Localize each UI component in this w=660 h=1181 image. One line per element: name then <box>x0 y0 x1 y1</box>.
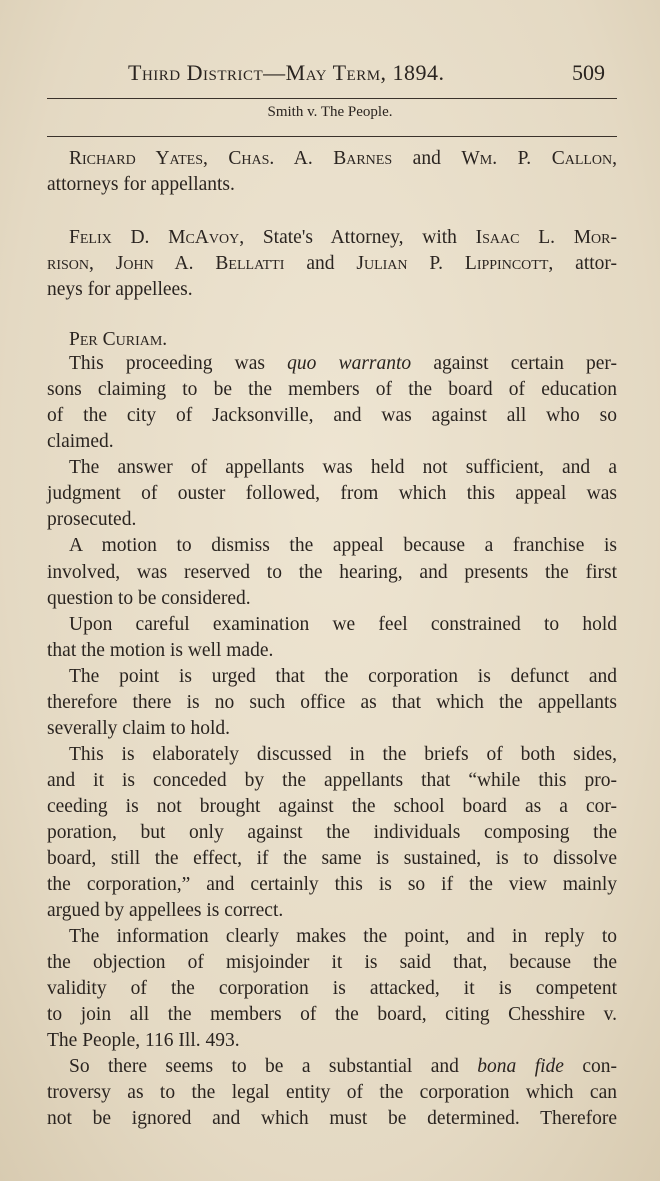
text-segment: So there seems to be a substantial and <box>69 1056 478 1077</box>
text-line <box>69 925 617 949</box>
name-smallcaps: Richard Yates, Chas. A. Barnes <box>69 148 393 169</box>
name-smallcaps: rison, John A. Bellatti <box>47 253 285 274</box>
text-segment: the corporation,” and certainly this is so if the view mainly <box>47 874 617 895</box>
text-segment: against certain per- <box>411 353 617 374</box>
header-rule-top <box>47 98 617 99</box>
name-smallcaps: Julian P. Lippincott, <box>356 253 554 274</box>
text-line <box>69 1055 617 1079</box>
text-segment: sons claiming to be the members of the board of education <box>47 379 617 400</box>
text-segment: ceeding is not brought against the school board as a cor- <box>47 796 617 817</box>
text-segment: not be ignored and which must be determined. Therefore <box>47 1108 617 1129</box>
text-line <box>47 691 617 715</box>
page-number: 509 <box>572 60 605 85</box>
italic-text: quo warranto <box>287 353 412 374</box>
text-line <box>47 639 617 663</box>
text-line <box>69 534 617 558</box>
text-segment: of the city of Jacksonville, and was against all who so <box>47 405 617 426</box>
text-segment: The point is urged that the corporation is defunct and <box>69 666 617 687</box>
text-segment: This proceeding was <box>69 353 288 374</box>
text-line <box>47 873 617 897</box>
text-segment: that the motion is well made. <box>47 640 274 661</box>
text-line <box>47 482 617 506</box>
text-segment: attorneys for appellants. <box>47 174 235 195</box>
text-segment: con- <box>563 1056 617 1077</box>
text-line <box>47 587 617 611</box>
text-line <box>47 404 617 428</box>
text-line <box>69 456 617 480</box>
text-segment: troversy as to the legal entity of the corporation which can <box>47 1082 617 1103</box>
text-line <box>69 352 617 376</box>
text-segment: A motion to dismiss the appeal because a franchise is <box>69 535 617 556</box>
text-line <box>47 717 617 741</box>
text-line <box>69 613 617 637</box>
text-line <box>47 847 617 871</box>
text-line <box>47 1029 617 1053</box>
italic-text: bona fide <box>477 1056 564 1077</box>
name-smallcaps: Felix D. McAvoy, <box>69 227 245 248</box>
text-line <box>47 430 617 454</box>
text-line <box>69 226 617 250</box>
text-line <box>47 278 617 302</box>
text-line <box>47 378 617 402</box>
name-smallcaps: Isaac L. Mor- <box>475 227 618 248</box>
text-segment: neys for appellees. <box>47 279 193 300</box>
text-segment: involved, was reserved to the hearing, and presents the first <box>47 562 617 583</box>
name-smallcaps: Per Curiam. <box>69 329 168 350</box>
text-segment: argued by appellees is correct. <box>47 900 284 921</box>
text-line <box>47 561 617 585</box>
running-title: Third District—May Term, 1894. <box>128 60 445 85</box>
header-rule-bottom <box>47 136 617 137</box>
text-line <box>47 977 617 1001</box>
text-segment: claimed. <box>47 431 114 452</box>
text-line <box>47 1107 617 1131</box>
text-line <box>47 951 617 975</box>
text-segment: judgment of ouster followed, from which this appeal was <box>47 483 617 504</box>
text-line <box>69 665 617 689</box>
text-line <box>47 1081 617 1105</box>
text-segment: This is elaborately discussed in the briefs of both sides, <box>69 744 617 765</box>
name-smallcaps: Wm. P. Callon, <box>461 148 618 169</box>
text-segment: and <box>284 253 357 274</box>
text-line <box>47 769 617 793</box>
text-segment: validity of the corporation is attacked, it is competent <box>47 978 617 999</box>
text-segment: prosecuted. <box>47 509 137 530</box>
text-segment: poration, but only against the individuals composing the <box>47 822 617 843</box>
case-title: Smith v. The People. <box>267 104 393 120</box>
text-segment: therefore there is no such office as that which the appellants <box>47 692 617 713</box>
text-line <box>47 821 617 845</box>
text-segment: The information clearly makes the point, and in reply to <box>69 926 617 947</box>
text-segment: the objection of misjoinder it is said that, because the <box>47 952 617 973</box>
text-line <box>47 1003 617 1027</box>
text-segment: and it is conceded by the appellants that “while this pro- <box>47 770 617 791</box>
text-line <box>47 173 617 197</box>
text-segment: and <box>392 148 462 169</box>
text-line <box>47 899 617 923</box>
text-line <box>69 147 617 171</box>
text-line <box>47 252 617 276</box>
text-segment: board, still the effect, if the same is sustained, is to dissolve <box>47 848 617 869</box>
text-line <box>69 743 617 767</box>
text-segment: The People, 116 Ill. 493. <box>47 1030 240 1051</box>
text-segment: State's Attorney, with <box>244 227 476 248</box>
text-segment: to join all the members of the board, citing Chesshire v. <box>47 1004 617 1025</box>
text-line <box>47 508 617 532</box>
text-segment: attor- <box>553 253 617 274</box>
text-segment: Upon careful examination we feel constrained to hold <box>69 614 617 635</box>
text-line <box>69 328 617 352</box>
text-segment: question to be considered. <box>47 588 251 609</box>
text-segment: The answer of appellants was held not sufficient, and a <box>69 457 617 478</box>
text-segment: severally claim to hold. <box>47 718 231 739</box>
text-line <box>47 795 617 819</box>
